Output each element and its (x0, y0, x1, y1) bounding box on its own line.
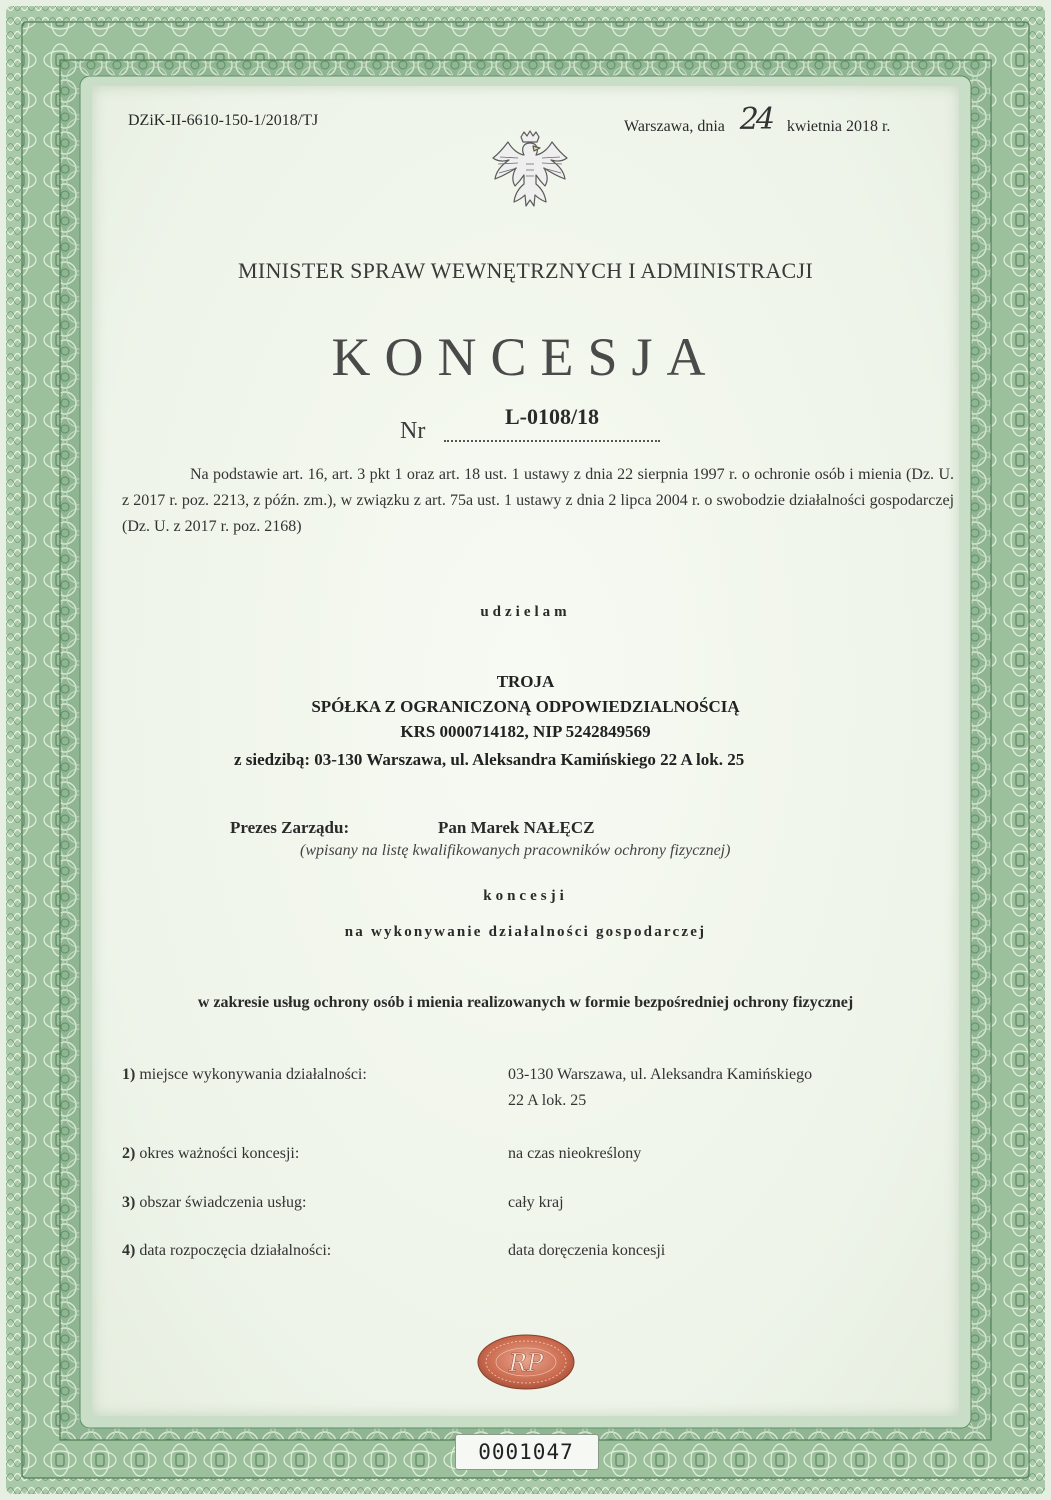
item-1-value (508, 1062, 812, 1114)
item-value-line: data doręczenia koncesji (508, 1242, 666, 1259)
grant-word: udzielam (480, 604, 571, 620)
concession-number: L-0108/18 (504, 404, 600, 429)
item-value-line: cały kraj (508, 1194, 564, 1211)
legal-basis (122, 462, 954, 540)
item-2-label (122, 1145, 299, 1163)
item-3-label (122, 1194, 306, 1212)
item-2-value (508, 1141, 641, 1167)
item-3-value (508, 1190, 564, 1216)
rp-seal-icon (476, 1333, 576, 1391)
item-value-line: 03-130 Warszawa, ul. Aleksandra Kamińskiego (508, 1066, 813, 1083)
date-day-handwritten: 24 (739, 102, 772, 137)
date-suffix: kwietnia 2018 r. (786, 118, 891, 135)
item-4-label (122, 1242, 331, 1260)
item-4-value (508, 1238, 665, 1264)
date-prefix: Warszawa, dnia (624, 118, 725, 135)
reference-number: DZiK-II-6610-150-1/2018/TJ (128, 112, 319, 129)
company-seat: z siedzibą: 03-130 Warszawa, ul. Aleksandra Kamińskiego 22 A lok. 25 (234, 750, 745, 769)
item-number: 2) (122, 1145, 136, 1162)
board-person-name: Pan Marek NAŁĘCZ (438, 818, 595, 837)
issue-date (624, 102, 891, 137)
serial-number: 0001047 (478, 1440, 574, 1464)
item-label-text: obszar świadczenia usług: (139, 1194, 307, 1211)
item-value-line: na czas nieokreślony (508, 1145, 642, 1162)
item-1-label (122, 1066, 367, 1084)
item-number: 1) (122, 1066, 136, 1083)
white-eagle-emblem-icon (488, 128, 572, 212)
concession-scope: w zakresie usług ochrony osób i mienia realizowanych w formie bezpośredniej ochrony fizycznej (197, 994, 854, 1011)
legal-basis-line: Na podstawie art. 16, art. 3 pkt 1 oraz art. 18 ust. 1 ustawy z dnia 22 sierpnia 1997 r. (190, 466, 738, 483)
board-role-label: Prezes Zarządu: (230, 818, 350, 837)
item-label-text: data rozpoczęcia działalności: (139, 1242, 332, 1259)
item-number: 3) (122, 1194, 136, 1211)
issuing-authority: MINISTER SPRAW WEWNĘTRZNYCH I ADMINISTRACJI (238, 258, 813, 283)
concession-word: koncesji (483, 888, 568, 904)
legal-basis-line: z dnia 2 lipca 2004 r. o swobodzie działalności gospodarczej (Dz. U. z 2017 r. poz. 2168) (122, 492, 955, 535)
item-value-line: 22 A lok. 25 (508, 1092, 587, 1109)
company-name: TROJA (496, 672, 555, 691)
board-person-note: (wpisany na listę kwalifikowanych pracowników ochrony fizycznej) (300, 842, 731, 859)
concession-purpose: na wykonywanie działalności gospodarczej (344, 924, 707, 940)
legal-basis-line: o ochronie osób i mienia (Dz. U. z 2017 r. poz. 2213, z późn. zm.), w związku z art. 75a ust. 1 ustawy (122, 466, 954, 509)
number-label: Nr (400, 418, 426, 444)
seal-text: RP (508, 1349, 544, 1377)
item-label-text: okres ważności koncesji: (139, 1145, 300, 1162)
document-title: KONCESJA (331, 327, 720, 387)
company-legal-form: SPÓŁKA Z OGRANICZONĄ ODPOWIEDZIALNOŚCIĄ (311, 697, 740, 716)
item-label-text: miejsce wykonywania działalności: (139, 1066, 367, 1083)
item-number: 4) (122, 1242, 136, 1259)
company-registry-ids: KRS 0000714182, NIP 5242849569 (400, 722, 651, 741)
